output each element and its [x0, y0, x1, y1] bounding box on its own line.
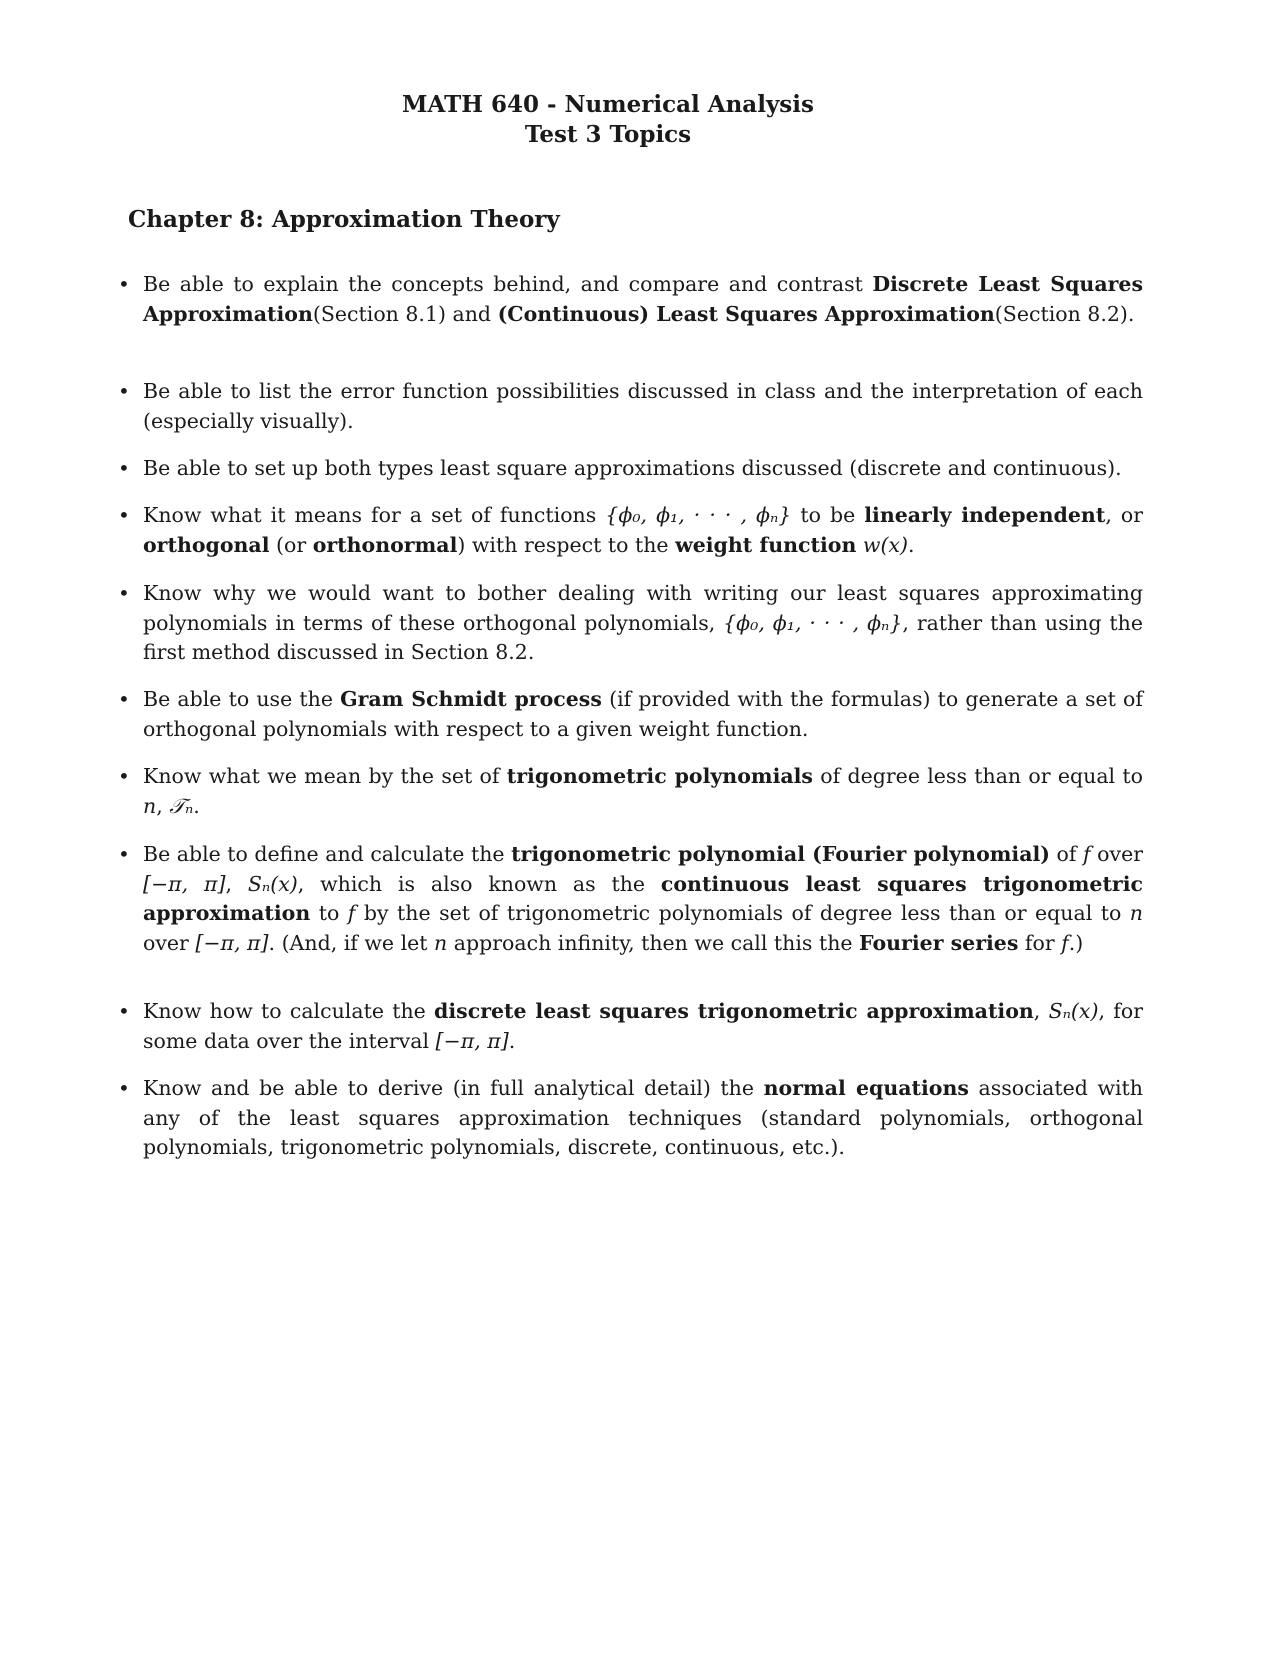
math-expression: n: [143, 793, 157, 818]
list-item: [118, 1074, 1143, 1163]
term: Fourier series: [859, 930, 1019, 955]
math-expression: [−π, π]: [143, 871, 226, 896]
list-item: [118, 454, 1143, 484]
math-expression: f: [1083, 842, 1091, 866]
text: Be able to list the error function possibilities discussed in class and the interpretation of each (especially visually).: [143, 379, 1143, 433]
bullet: •: [118, 764, 130, 788]
bullet: •: [118, 379, 130, 403]
term: Discrete Least Squares Approximation: [143, 272, 1143, 326]
text: for: [1018, 930, 1062, 955]
text: Know how to calculate the: [143, 999, 435, 1023]
text: , or: [1105, 503, 1143, 527]
text: ) with respect to the: [457, 532, 676, 557]
text: Know what it means for a set of functions: [143, 503, 606, 527]
term: weight function: [675, 532, 857, 557]
text: to: [310, 901, 348, 926]
text: (Section 8.2).: [994, 301, 1135, 326]
text: by the set of trigonometric polynomials of degree less than or equal to: [355, 901, 1130, 926]
term: orthonormal: [312, 532, 458, 557]
text: ,: [225, 871, 248, 896]
text: associated with any of the least squares approximation techniques (standard polynomials, orthogonal polynomials, trigonometric polynomials, discrete, continuous, etc.).: [143, 1076, 1143, 1160]
text: (or: [269, 532, 313, 557]
bullet: •: [118, 842, 130, 866]
text: of: [1050, 842, 1084, 866]
text: Be able to use the: [143, 687, 341, 711]
text: Be able to define and calculate the: [143, 842, 512, 866]
term: linearly independent: [864, 503, 1106, 527]
text: Know what we mean by the set of: [143, 764, 507, 788]
math-expression: f: [1061, 930, 1069, 955]
term: (Continuous) Least Squares Approximation: [497, 301, 995, 326]
chapter-heading: Chapter 8: Approximation Theory: [128, 206, 560, 233]
math-expression: w(x): [862, 532, 908, 557]
term: discrete least squares trigonometric approximation: [434, 999, 1034, 1023]
bullet: •: [118, 1076, 130, 1100]
text: (Section 8.1) and: [312, 301, 498, 326]
text: over: [1090, 842, 1144, 866]
bullet: •: [118, 272, 130, 296]
text: Know and be able to derive (in full analytical detail) the: [143, 1076, 764, 1100]
list-item: [118, 501, 1143, 560]
text: to be: [791, 503, 865, 527]
math-expression: {ϕ₀, ϕ₁, · · · , ϕₙ}: [723, 610, 903, 635]
math-expression: {ϕ₀, ϕ₁, · · · , ϕₙ}: [605, 503, 792, 527]
text: over: [143, 930, 196, 955]
math-expression: 𝒯ₙ: [169, 793, 194, 818]
text: .: [508, 1028, 516, 1053]
term: trigonometric polynomial (Fourier polynomial): [511, 842, 1050, 866]
text: Know why we would want to bother dealing with writing our least squares approximating polynomials in terms of these orthogonal polynomials,: [143, 581, 1143, 635]
text: , which is also known as the: [297, 871, 661, 896]
term: normal equations: [763, 1076, 969, 1100]
bullet: •: [118, 503, 130, 527]
math-expression: [−π, π]: [435, 1028, 509, 1053]
list-item: [118, 762, 1143, 821]
text: .): [1068, 930, 1084, 955]
math-expression: f: [347, 901, 356, 926]
math-expression: n: [1129, 901, 1143, 926]
list-item: [118, 377, 1143, 436]
list-item: [118, 997, 1144, 1056]
text: .: [193, 793, 200, 818]
math-expression: Sₙ(x): [1048, 999, 1099, 1023]
bullet: •: [118, 581, 130, 605]
text: ,: [156, 793, 170, 818]
term: Gram Schmidt process: [340, 687, 602, 711]
math-expression: [−π, π]: [195, 930, 269, 955]
text: , rather than using the first method discussed in Section 8.2.: [143, 610, 1143, 665]
term: continuous least squares trigonometric approximation: [143, 871, 1143, 926]
bullet: •: [118, 456, 130, 480]
text: .: [908, 532, 915, 557]
course-title: MATH 640 - Numerical Analysis: [402, 91, 814, 118]
list-item: [118, 840, 1144, 958]
title-block: [0, 90, 1216, 150]
text: Be able to explain the concepts behind, and compare and contrast: [143, 272, 873, 296]
list-item: [118, 685, 1143, 744]
math-expression: n: [434, 930, 448, 955]
text: of degree less than or equal to: [812, 764, 1143, 788]
text: approach infinity, then we call this the: [447, 930, 860, 955]
list-item: [118, 579, 1143, 668]
bullet: •: [118, 999, 130, 1023]
page-subtitle: Test 3 Topics: [524, 121, 692, 148]
term: orthogonal: [143, 532, 270, 557]
text: (if provided with the formulas) to generate a set of orthogonal polynomials with respect to a given weight function.: [143, 687, 1143, 741]
term: trigonometric polynomials: [506, 764, 813, 788]
text: . (And, if we let: [268, 930, 435, 955]
math-expression: Sₙ(x): [247, 871, 298, 896]
bullet: •: [118, 687, 130, 711]
text: ,: [1033, 999, 1049, 1023]
text: Be able to set up both types least square approximations discussed (discrete and continuous).: [143, 456, 1122, 480]
text: , for some data over the interval: [143, 999, 1144, 1053]
list-item: [118, 270, 1143, 329]
